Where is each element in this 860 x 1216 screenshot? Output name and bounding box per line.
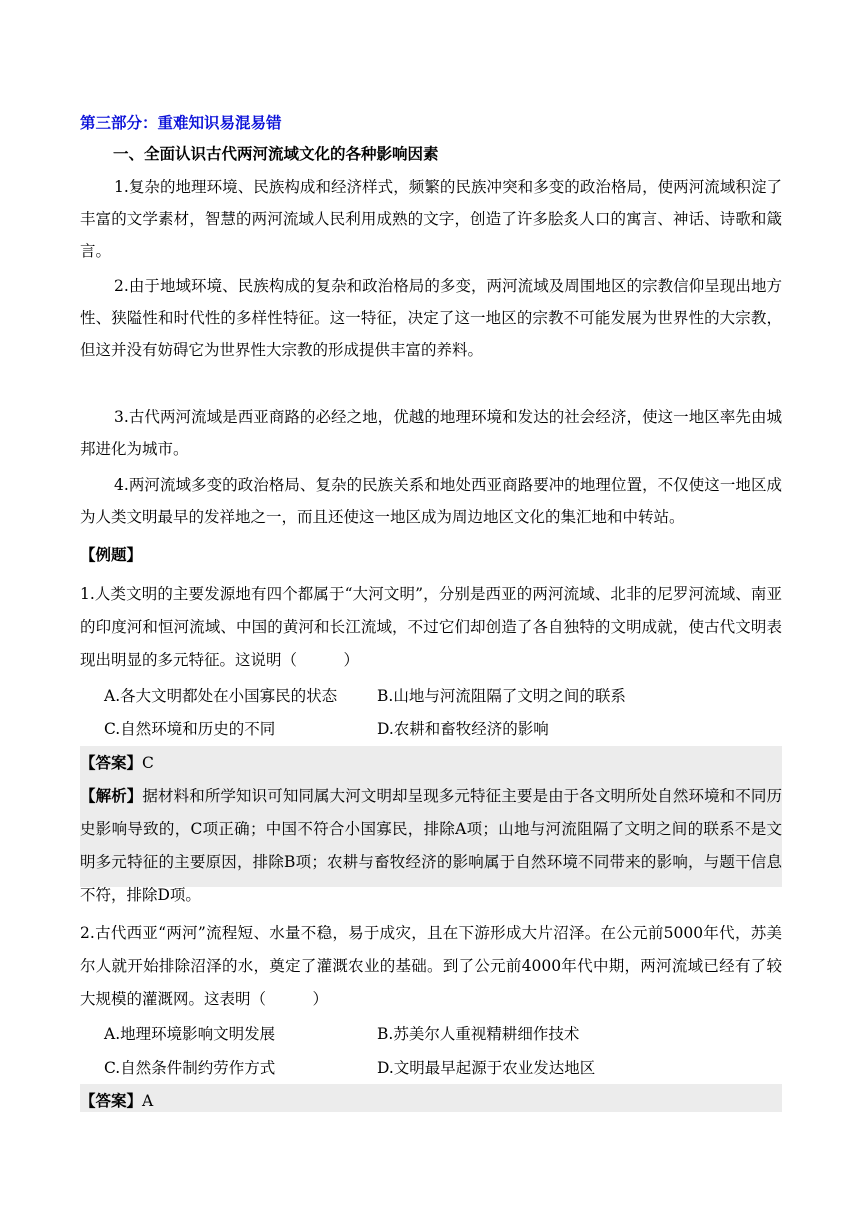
question-1-stem: 1.人类文明的主要发源地有四个都属于“大河文明”，分别是西亚的两河流域、北非的尼罗河流域、南亚的印度河和恒河流域、中国的黄河和长江流域，不过它们却创造了各自独特的文明成就，使古代文明表现出明显的多元特征。这说明（ ） [80, 585, 782, 669]
paragraph-4: 4.两河流域多变的政治格局、复杂的民族关系和地处西亚商路要冲的地理位置，不仅使这一地区成为人类文明最早的发祥地之一，而且还使这一地区成为周边地区文化的集汇地和中转站。 [80, 476, 782, 526]
answer-value: C [142, 754, 154, 772]
question-1-option-c: C.自然环境和历史的不同 [104, 720, 276, 738]
question-1-analysis [80, 780, 782, 912]
question-1-option-d: D.农耕和畜牧经济的影响 [377, 720, 549, 738]
section-title: 第三部分：重难知识易混易错 [80, 114, 282, 132]
question-2-option-b: B.苏美尔人重视精耕细作技术 [377, 1025, 580, 1043]
question-2-answer [80, 1089, 153, 1111]
answer-value: A [142, 1092, 154, 1110]
paragraph-3: 3.古代两河流域是西亚商路的必经之地，优越的地理环境和发达的社会经济，使这一地区率先由城邦进化为城市。 [80, 408, 782, 458]
question-1-option-a: A.各大文明都处在小国寡民的状态 [104, 687, 338, 705]
answer-label: 【答案】 [80, 1092, 143, 1110]
answer-block-2 [80, 1084, 782, 1112]
analysis-text: 据材料和所学知识可知同属大河文明却呈现多元特征主要是由于各文明所处自然环境和不同历史影响导致的，C项正确；中国不符合小国寡民，排除A项；山地与河流阻隔了文明之间的联系不是文明多元特征的主要原因，排除B项；农耕与畜牧经济的影响属于自然环境不同带来的影响，与题干信息不符，排除D项。 [80, 787, 782, 904]
question-1-option-b: B.山地与河流阻隔了文明之间的联系 [377, 687, 626, 705]
question-2-option-d: D.文明最早起源于农业发达地区 [377, 1059, 596, 1077]
question-2-stem: 2.古代西亚“两河”流程短、水量不稳，易于成灾，且在下游形成大片沼泽。在公元前5000年代，苏美尔人就开始排除沼泽的水，奠定了灌溉农业的基础。到了公元前4000年代中期，两河流域已经有了较大规模的灌溉网。这表明（ ） [80, 924, 782, 1008]
answer-label: 【答案】 [80, 754, 143, 772]
question-2-option-a: A.地理环境影响文明发展 [104, 1025, 276, 1043]
example-label: 【例题】 [80, 546, 143, 564]
question-2-option-c: C.自然条件制约劳作方式 [104, 1059, 276, 1077]
paragraph-1: 1.复杂的地理环境、民族构成和经济样式，频繁的民族冲突和多变的政治格局，使两河流域积淀了丰富的文学素材，智慧的两河流域人民利用成熟的文字，创造了许多脍炙人口的寓言、神话、诗歌和箴言。 [80, 178, 782, 260]
analysis-label: 【解析】 [80, 787, 143, 805]
subsection-title: 一、全面认识古代两河流域文化的各种影响因素 [113, 145, 439, 163]
paragraph-2: 2.由于地域环境、民族构成的复杂和政治格局的多变，两河流域及周围地区的宗教信仰呈现出地方性、狭隘性和时代性的多样性特征。这一特征，决定了这一地区的宗教不可能发展为世界性的大宗教，但这并没有妨碍它为世界性大宗教的形成提供丰富的养料。 [80, 277, 782, 359]
question-1-answer [80, 751, 154, 773]
